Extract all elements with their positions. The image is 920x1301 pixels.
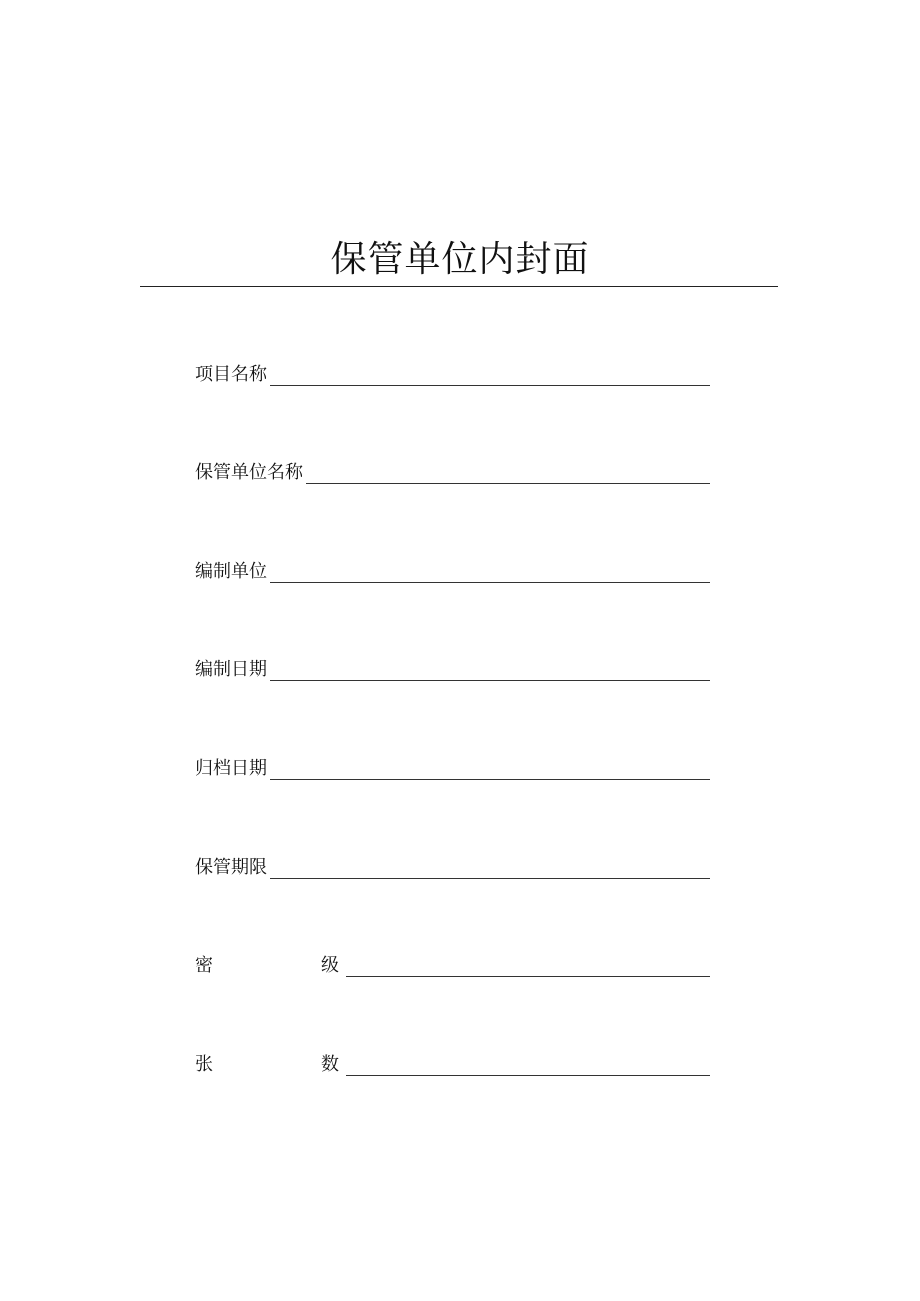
title-underline [140, 286, 778, 287]
compile-date-field[interactable] [195, 652, 710, 682]
custodian-name-field[interactable] [195, 455, 710, 485]
compile-date-blank[interactable] [270, 680, 710, 681]
archive-date-field[interactable] [195, 751, 710, 781]
sheet-count-label-char-2: 数 [321, 1054, 339, 1075]
archive-date-label: 归档日期 [195, 758, 267, 779]
security-level-blank[interactable] [346, 976, 710, 977]
retention-period-label: 保管期限 [195, 857, 267, 878]
security-level-label [195, 955, 343, 978]
sheet-count-blank[interactable] [346, 1075, 710, 1076]
retention-period-blank[interactable] [270, 878, 710, 879]
project-name-field[interactable] [195, 357, 710, 387]
sheet-count-field[interactable] [195, 1047, 710, 1077]
project-name-label: 项目名称 [195, 364, 267, 385]
compiling-unit-label: 编制单位 [195, 561, 267, 582]
sheet-count-label-char-1: 张 [195, 1054, 213, 1075]
sheet-count-label [195, 1054, 343, 1077]
archive-date-blank[interactable] [270, 779, 710, 780]
compiling-unit-field[interactable] [195, 554, 710, 584]
project-name-blank[interactable] [270, 385, 710, 386]
compile-date-label: 编制日期 [195, 659, 267, 680]
custodian-name-blank[interactable] [306, 483, 710, 484]
security-level-label-char-1: 密 [195, 955, 213, 976]
security-level-label-char-2: 级 [321, 955, 339, 976]
security-level-field[interactable] [195, 948, 710, 978]
custodian-name-label: 保管单位名称 [195, 462, 303, 483]
compiling-unit-blank[interactable] [270, 582, 710, 583]
page-title: 保管单位内封面 [330, 239, 590, 280]
retention-period-field[interactable] [195, 850, 710, 880]
